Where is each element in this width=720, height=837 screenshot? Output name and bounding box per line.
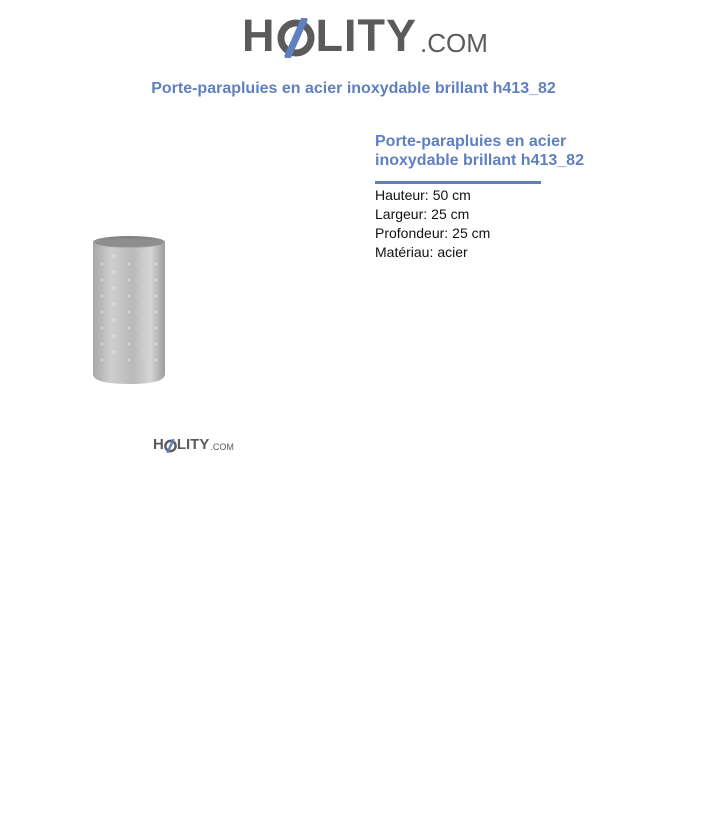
spec-label: Hauteur: (375, 187, 429, 203)
watermark-logo (153, 436, 234, 454)
brand-suffix: .COM (420, 28, 488, 58)
spec-label: Profondeur: (375, 225, 449, 241)
spec-label: Largeur: (375, 206, 428, 222)
spec-value: 25 cm (431, 206, 470, 222)
watermark-suffix: .COM (210, 442, 234, 452)
spec-value: acier (437, 244, 468, 260)
watermark-wordmark (153, 436, 209, 454)
spec-row (375, 205, 490, 224)
watermark-name-part: LITY (176, 436, 210, 453)
spec-value: 50 cm (432, 187, 471, 203)
spec-row (375, 243, 490, 262)
brand-name-part: H (242, 10, 276, 61)
spec-list (375, 186, 490, 262)
logo-o-icon (277, 18, 315, 58)
logo-o-icon (164, 439, 177, 453)
spec-row (375, 186, 490, 205)
brand-logo (242, 12, 488, 60)
product-image (88, 232, 170, 388)
brand-wordmark (242, 12, 417, 60)
brand-name-part: LITY (315, 10, 417, 61)
watermark-name-part: H (153, 436, 164, 453)
spec-label: Matériau: (375, 244, 434, 260)
heading-divider (375, 181, 541, 184)
page-title: Porte-parapluies en acier inoxydable brillant h413_82 (151, 80, 556, 97)
spec-value: 25 cm (452, 225, 491, 241)
product-heading: Porte-parapluies en acier inoxydable brillant h413_82 (375, 133, 584, 169)
spec-row (375, 224, 490, 243)
